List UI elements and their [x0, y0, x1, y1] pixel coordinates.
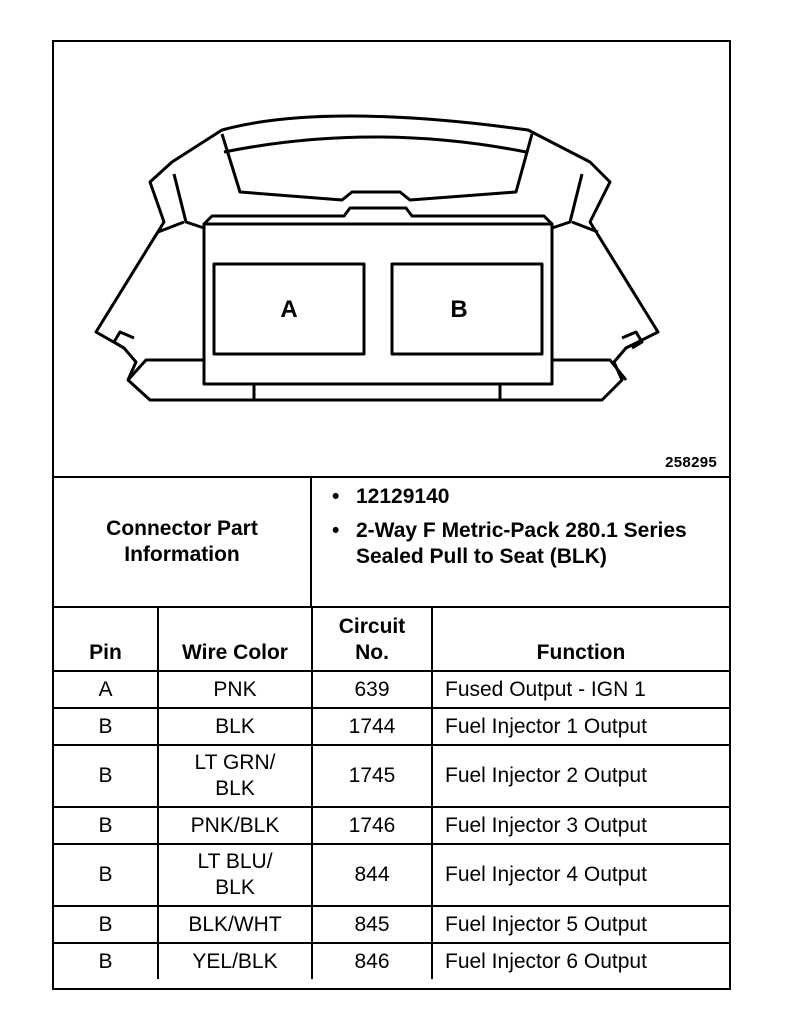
- bullet-icon: •: [332, 485, 340, 508]
- cell-circuit: 1744: [312, 708, 432, 745]
- cell-circuit: 1746: [312, 807, 432, 844]
- connector-sheet: [52, 40, 731, 990]
- connector-body: [204, 224, 552, 384]
- table-row: [54, 671, 729, 708]
- cell-pin: B: [54, 708, 158, 745]
- cell-circuit: 846: [312, 943, 432, 979]
- cell-wire: BLK/WHT: [158, 906, 312, 943]
- table-row: [54, 943, 729, 979]
- header-function: Function: [432, 607, 729, 671]
- housing-outline: [96, 116, 658, 400]
- cell-pin: B: [54, 807, 158, 844]
- connector-figure: [54, 42, 729, 476]
- cell-circuit: 844: [312, 844, 432, 906]
- table-header-row: [54, 607, 729, 671]
- table-row: [54, 807, 729, 844]
- connector-drawing: [54, 42, 729, 476]
- part-description: [316, 518, 726, 570]
- figure-id: 258295: [665, 454, 717, 471]
- cavity-a-label: A: [280, 296, 298, 323]
- latch-arc: [224, 137, 526, 152]
- header-wire-color: Wire Color: [158, 607, 312, 671]
- table-row: [54, 844, 729, 906]
- cell-wire: PNK/BLK: [158, 807, 312, 844]
- cell-pin: B: [54, 745, 158, 807]
- cell-pin: B: [54, 906, 158, 943]
- cell-wire: LT BLU/ BLK: [158, 844, 312, 906]
- cell-pin: A: [54, 671, 158, 708]
- pin-table: [54, 606, 729, 979]
- cell-circuit: 845: [312, 906, 432, 943]
- cell-function: Fuel Injector 1 Output: [432, 708, 729, 745]
- cell-wire: LT GRN/ BLK: [158, 745, 312, 807]
- part-number: [316, 484, 726, 510]
- cell-wire: YEL/BLK: [158, 943, 312, 979]
- cell-wire: BLK: [158, 708, 312, 745]
- bullet-icon: •: [332, 519, 340, 542]
- part-number-text: 12129140: [356, 485, 450, 508]
- cell-function: Fuel Injector 5 Output: [432, 906, 729, 943]
- cell-function: Fuel Injector 3 Output: [432, 807, 729, 844]
- cell-circuit: 639: [312, 671, 432, 708]
- cell-pin: B: [54, 943, 158, 979]
- header-circuit: Circuit No.: [312, 607, 432, 671]
- header-pin: Pin: [54, 607, 158, 671]
- cell-function: Fuel Injector 6 Output: [432, 943, 729, 979]
- part-description-text: 2-Way F Metric-Pack 280.1 Series Sealed Pull to Seat (BLK): [356, 519, 687, 568]
- cavity-b-label: B: [450, 296, 468, 323]
- part-info-label: Connector Part Information: [54, 478, 312, 606]
- table-row: [54, 745, 729, 807]
- table-row: [54, 906, 729, 943]
- part-info-section: [54, 478, 729, 606]
- cell-wire: PNK: [158, 671, 312, 708]
- table-row: [54, 708, 729, 745]
- cell-pin: B: [54, 844, 158, 906]
- cell-function: Fuel Injector 2 Output: [432, 745, 729, 807]
- cell-circuit: 1745: [312, 745, 432, 807]
- cell-function: Fuel Injector 4 Output: [432, 844, 729, 906]
- part-info-values: [316, 484, 726, 578]
- cell-function: Fused Output - IGN 1: [432, 671, 729, 708]
